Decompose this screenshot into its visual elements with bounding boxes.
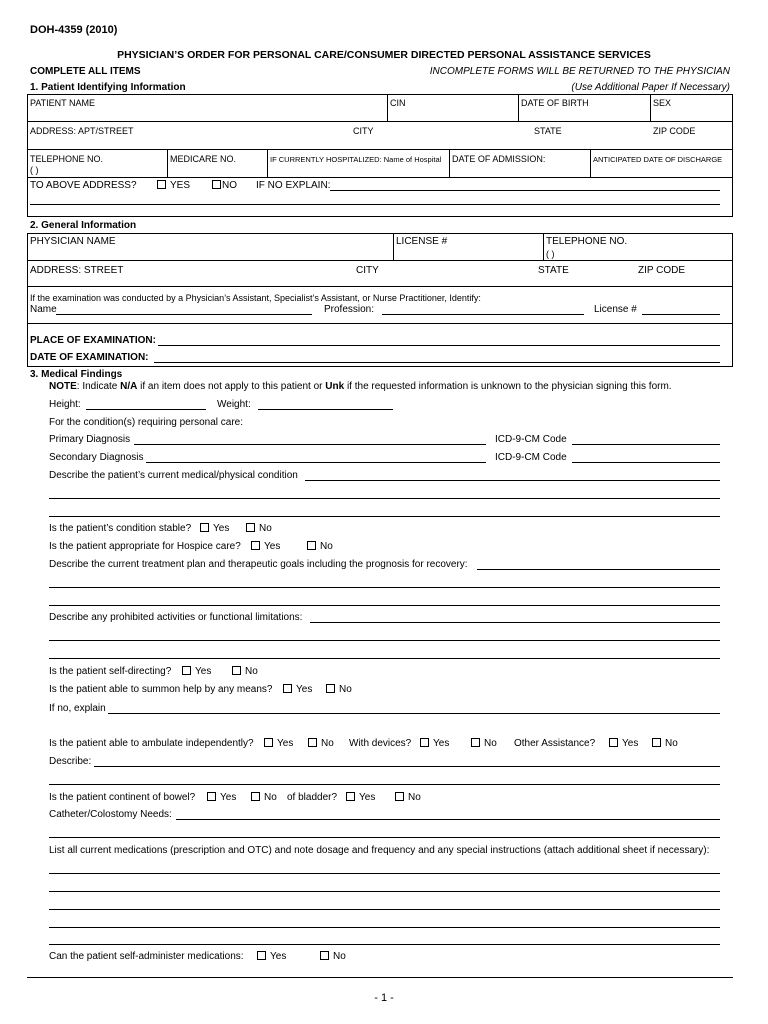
sex-label: SEX [653,98,672,108]
pa-name-line[interactable] [56,314,312,315]
medications-line-3[interactable] [49,909,720,910]
section2-heading: 2. General Information [30,220,137,231]
pa-note: If the examination was conducted by a Physician’s Assistant, Specialist’s Assistant, or Nurse Practitioner, Identify: [30,293,481,303]
assistance-yes-option[interactable]: Yes [609,738,638,750]
bladder-no-option[interactable]: No [395,792,421,804]
hospice-yes-option[interactable]: Yes [251,541,280,553]
discharge-date-label: ANTICIPATED DATE OF DISCHARGE [593,155,723,164]
physician-license-label: LICENSE # [396,236,448,247]
primary-icd-line[interactable] [572,444,720,445]
summon-help-question: Is the patient able to summon help by any means? [49,684,273,695]
hospice-question: Is the patient appropriate for Hospice care? [49,541,241,552]
summon-yes-checkbox[interactable] [283,684,292,693]
medications-label: List all current medications (prescription and OTC) and note dosage and frequency and any special instructions (attach additional sheet if necessary): [49,845,710,856]
date-of-exam-label: DATE OF EXAMINATION: [30,352,149,363]
cin-label: CIN [390,98,406,108]
secondary-icd-line[interactable] [572,462,720,463]
devices-no-option[interactable]: No [471,738,497,750]
ambulate-describe-line-1[interactable] [94,766,720,767]
na-note: NOTE: Indicate N/A if an item does not apply to this patient or Unk if the requested information is unknown to the physician signing this form. [49,381,672,392]
patient-city-label: CITY [353,126,374,136]
patient-state-label: STATE [534,126,562,136]
self-directing-question: Is the patient self-directing? [49,666,172,677]
summon-no-option[interactable]: No [326,684,352,696]
stable-no-option[interactable]: No [246,523,272,535]
hospice-no-option[interactable]: No [307,541,333,553]
date-of-exam-line[interactable] [154,362,720,363]
self-administer-question: Can the patient self-administer medications: [49,951,244,962]
primary-diagnosis-label: Primary Diagnosis [49,434,131,445]
patient-zip-label: ZIP CODE [653,126,696,136]
ambulate-question: Is the patient able to ambulate independently? [49,738,254,749]
address-explain-line-2[interactable] [30,204,720,205]
incomplete-forms-note: INCOMPLETE FORMS WILL BE RETURNED TO THE PHYSICIAN [429,66,730,77]
address-yes-option[interactable]: YES [157,180,190,192]
patient-name-label: PATIENT NAME [30,98,96,108]
self-admin-no-option[interactable]: No [320,951,346,963]
physician-phone-paren: ( ) [546,249,555,259]
bowel-yes-option[interactable]: Yes [207,792,236,804]
primary-icd-label: ICD-9-CM Code [495,434,567,445]
conditions-label: For the condition(s) requiring personal care: [49,417,243,428]
page-number: - 1 - [374,992,394,1004]
secondary-diagnosis-label: Secondary Diagnosis [49,452,144,463]
catheter-line-2[interactable] [49,837,720,838]
pa-profession-line[interactable] [382,314,584,315]
catheter-label: Catheter/Colostomy Needs: [49,809,172,820]
summon-yes-option[interactable]: Yes [283,684,312,696]
self-admin-no-checkbox[interactable] [320,951,329,960]
patient-phone-paren: ( ) [30,165,39,175]
bowel-no-option[interactable]: No [251,792,277,804]
bowel-yes-checkbox[interactable] [207,792,216,801]
address-yes-checkbox[interactable] [157,180,166,189]
stable-yes-option[interactable]: Yes [200,523,229,535]
footer-rule [27,977,733,978]
treatment-line-2[interactable] [49,587,720,588]
pa-license-line[interactable] [642,314,720,315]
physician-state-label: STATE [538,265,569,276]
physician-address-label: ADDRESS: STREET [30,265,124,276]
bowel-question: Is the patient continent of bowel? [49,792,196,803]
medications-line-1[interactable] [49,873,720,874]
assistance-no-checkbox[interactable] [652,738,661,747]
physician-zip-label: ZIP CODE [638,265,686,276]
ambulate-no-checkbox[interactable] [308,738,317,747]
stable-question: Is the patient’s condition stable? [49,523,192,534]
additional-paper-note: (Use Additional Paper If Necessary) [571,82,730,93]
height-label: Height: [49,399,81,410]
address-no-option[interactable]: NO [212,180,237,192]
dob-label: DATE OF BIRTH [521,98,589,108]
address-explain-line[interactable] [330,190,720,191]
stable-yes-checkbox[interactable] [200,523,209,532]
physician-city-label: CITY [356,265,379,276]
form-id: DOH-4359 (2010) [30,24,118,36]
prohibited-line-1[interactable] [310,622,720,623]
self-directing-yes-checkbox[interactable] [182,666,191,675]
admission-date-label: DATE OF ADMISSION: [452,154,546,164]
catheter-line-1[interactable] [176,819,720,820]
secondary-diagnosis-line[interactable] [146,462,486,463]
address-no-checkbox[interactable] [212,180,221,189]
treatment-line-3[interactable] [49,605,720,606]
height-line[interactable] [86,409,206,410]
patient-telephone-label: TELEPHONE NO. [30,154,104,164]
describe-condition-label: Describe the patient’s current medical/physical condition [49,470,298,481]
bladder-no-checkbox[interactable] [395,792,404,801]
patient-address-label: ADDRESS: APT/STREET [30,126,134,136]
treatment-plan-label: Describe the current treatment plan and therapeutic goals including the prognosis for recovery: [49,559,468,570]
self-directing-no-option[interactable]: No [232,666,258,678]
other-assistance-label: Other Assistance? [514,738,596,749]
hospitalized-label: IF CURRENTLY HOSPITALIZED: Name of Hospital [270,155,442,164]
condition-line-3[interactable] [49,516,720,517]
place-of-exam-line[interactable] [158,345,720,346]
summon-explain-line[interactable] [108,713,720,714]
assistance-yes-checkbox[interactable] [609,738,618,747]
secondary-icd-label: ICD-9-CM Code [495,452,567,463]
weight-label: Weight: [217,399,251,410]
weight-line[interactable] [258,409,393,410]
hospice-yes-checkbox[interactable] [251,541,260,550]
medications-line-4[interactable] [49,927,720,928]
prohibited-activities-label: Describe any prohibited activities or functional limitations: [49,612,303,623]
if-no-explain-label-2: If no, explain [49,703,106,714]
self-directing-no-checkbox[interactable] [232,666,241,675]
ambulate-no-option[interactable]: No [308,738,334,750]
bladder-yes-option[interactable]: Yes [346,792,375,804]
prohibited-line-3[interactable] [49,658,720,659]
devices-yes-option[interactable]: Yes [420,738,449,750]
medicare-label: MEDICARE NO. [170,154,237,164]
primary-diagnosis-line[interactable] [134,444,486,445]
devices-no-checkbox[interactable] [471,738,480,747]
self-admin-yes-option[interactable]: Yes [257,951,286,963]
with-devices-label: With devices? [349,738,412,749]
ambulate-describe-line-2[interactable] [49,784,720,785]
devices-yes-checkbox[interactable] [420,738,429,747]
place-of-exam-label: PLACE OF EXAMINATION: [30,335,156,346]
form-title: PHYSICIAN’S ORDER FOR PERSONAL CARE/CONSUMER DIRECTED PERSONAL ASSISTANCE SERVICES [117,49,651,61]
bladder-question: of bladder? [287,792,338,803]
bowel-no-checkbox[interactable] [251,792,260,801]
condition-line-2[interactable] [49,498,720,499]
prohibited-line-2[interactable] [49,640,720,641]
assistance-no-option[interactable]: No [652,738,678,750]
condition-line-1[interactable] [305,480,720,481]
stable-no-checkbox[interactable] [246,523,255,532]
section1-heading: 1. Patient Identifying Information [30,82,186,93]
complete-all-items: COMPLETE ALL ITEMS [30,66,141,77]
medications-line-2[interactable] [49,891,720,892]
ambulate-yes-option[interactable]: Yes [264,738,293,750]
to-above-address-label: TO ABOVE ADDRESS? [30,180,137,191]
treatment-line-1[interactable] [477,569,720,570]
physician-telephone-label: TELEPHONE NO. [546,236,628,247]
hospice-no-checkbox[interactable] [307,541,316,550]
self-admin-yes-checkbox[interactable] [257,951,266,960]
if-no-explain-label: IF NO EXPLAIN: [256,180,331,191]
pa-profession-label: Profession: [324,304,375,315]
bladder-yes-checkbox[interactable] [346,792,355,801]
summon-no-checkbox[interactable] [326,684,335,693]
self-directing-yes-option[interactable]: Yes [182,666,211,678]
describe-label: Describe: [49,756,92,767]
pa-license-label: License # [594,304,637,315]
section3-heading: 3. Medical Findings [30,369,123,380]
physician-name-label: PHYSICIAN NAME [30,236,116,247]
ambulate-yes-checkbox[interactable] [264,738,273,747]
pa-name-label: Name [30,304,57,315]
medications-line-5[interactable] [49,944,720,945]
